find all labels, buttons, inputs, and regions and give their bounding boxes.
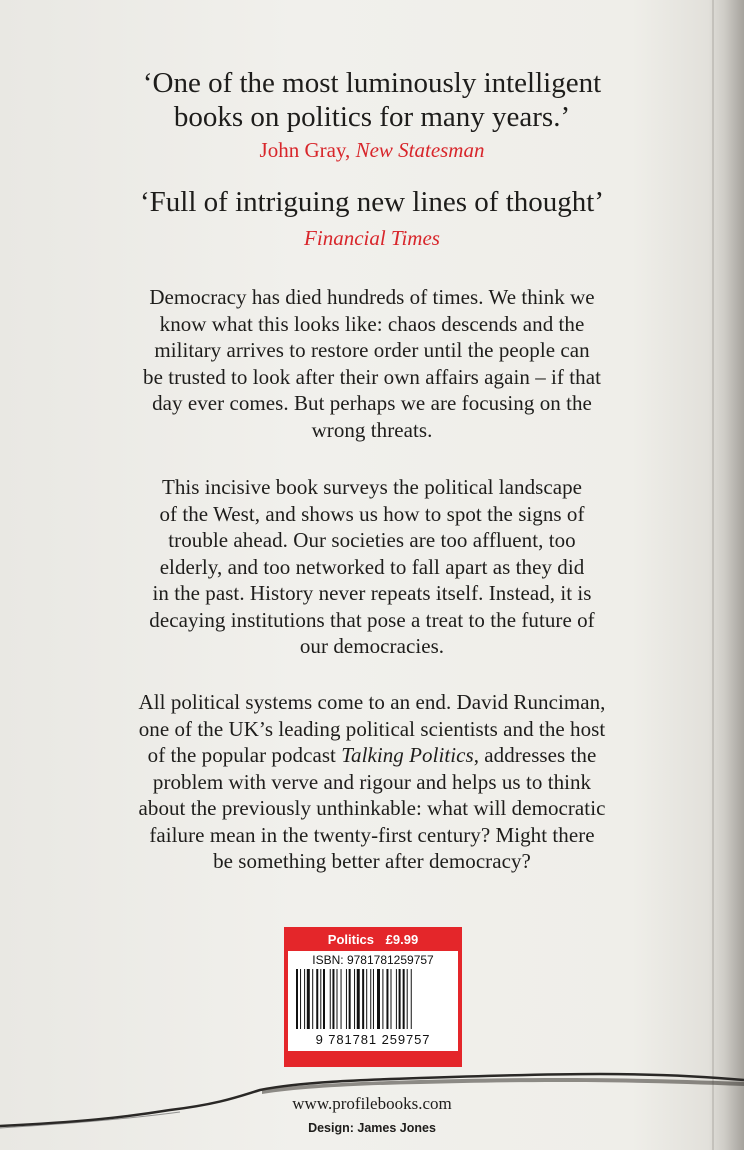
p3-line-1: All political systems come to an end. David Runciman, xyxy=(138,690,606,714)
barcode-bar xyxy=(330,969,331,1029)
quote-2 xyxy=(0,185,744,219)
barcode-bar xyxy=(332,969,334,1029)
barcode-bar xyxy=(370,969,371,1029)
quote-1-attribution xyxy=(0,137,744,163)
barcode-bar xyxy=(403,969,405,1029)
barcode-bar xyxy=(366,969,367,1029)
p2-line-3: trouble ahead. Our societies are too affluent, too xyxy=(168,528,576,552)
quote-1 xyxy=(0,66,744,134)
p1-line-1: Democracy has died hundreds of times. We think we xyxy=(149,285,595,309)
barcode-bar xyxy=(346,969,347,1029)
quote-2-line-1: ‘Full of intriguing new lines of thought’ xyxy=(140,186,604,218)
barcode-bar xyxy=(300,969,301,1029)
quote-1-author: John Gray, xyxy=(259,138,351,162)
p3-line-3 xyxy=(0,742,744,769)
price-label: £9.99 xyxy=(385,932,419,947)
p1-line-5: day ever comes. But perhaps we are focusing on the xyxy=(152,391,592,415)
p1-line-3: military arrives to restore order until the people can xyxy=(154,338,590,362)
quote-1-line-2: books on politics for many years.’ xyxy=(173,101,571,133)
barcode-bar xyxy=(349,969,351,1029)
barcode-bar xyxy=(399,969,401,1029)
p3-line-3-end: , addresses the xyxy=(473,743,597,767)
quote-2-attribution xyxy=(0,225,744,251)
barcode-bar xyxy=(312,969,313,1029)
design-credit: Design: James Jones xyxy=(308,1121,436,1135)
barcode-bar xyxy=(316,969,318,1029)
p2-line-2: of the West, and shows us how to spot the signs of xyxy=(159,501,585,526)
barcode-bar xyxy=(382,969,383,1029)
p1-line-6: wrong threats. xyxy=(311,417,433,442)
barcode-label xyxy=(284,927,462,1067)
barcode-bar xyxy=(377,969,380,1029)
p1-line-4: be trusted to look after their own affairs again – if that xyxy=(143,364,601,389)
barcode-panel xyxy=(288,951,458,1051)
p1-line-2: know what this looks like: chaos descends and the xyxy=(159,311,585,336)
barcode-bar xyxy=(386,969,388,1029)
barcode-bar xyxy=(323,969,325,1029)
barcode-bar xyxy=(411,969,412,1029)
p3-line-5: about the previously unthinkable: what will democratic xyxy=(138,796,606,820)
p3-line-4: problem with verve and rigour and helps us to think xyxy=(152,769,592,794)
isbn-label: ISBN: 9781781259757 xyxy=(312,953,434,967)
barcode-bar xyxy=(296,969,298,1029)
p2-line-5: in the past. History never repeats itself. Instead, it is xyxy=(152,581,592,605)
p3-line-2: one of the UK’s leading political scientists and the host xyxy=(138,716,606,741)
p2-line-4: elderly, and too networked to fall apart as they did xyxy=(159,554,585,579)
barcode-digits: 9 781781 259757 xyxy=(315,1032,431,1047)
blurb-paragraph-2 xyxy=(0,474,744,660)
blurb-paragraph-3 xyxy=(0,689,744,875)
barcode-bar xyxy=(396,969,397,1029)
podcast-title: Talking Politics xyxy=(341,743,474,767)
quote-2-source: Financial Times xyxy=(304,226,440,250)
barcode-bars xyxy=(296,969,450,1033)
barcode-bar xyxy=(307,969,310,1029)
p3-line-3-start: of the popular podcast xyxy=(147,743,342,767)
quote-1-source: New Statesman xyxy=(355,138,485,162)
barcode-bar xyxy=(362,969,364,1029)
barcode-bar xyxy=(304,969,305,1029)
price-banner xyxy=(284,930,462,950)
p2-line-7: our democracies. xyxy=(299,634,445,658)
blurb-paragraph-1 xyxy=(0,284,744,443)
barcode-bar xyxy=(391,969,392,1029)
p3-line-6: failure mean in the twenty-first century? Might there xyxy=(149,822,595,847)
p3-line-7: be something better after democracy? xyxy=(213,849,531,873)
barcode-bar xyxy=(357,969,360,1029)
p2-line-1: This incisive book surveys the political landscape xyxy=(161,475,583,499)
publisher-url: www.profilebooks.com xyxy=(292,1094,452,1113)
p2-line-6: decaying institutions that pose a treat to the future of xyxy=(149,607,595,632)
quote-1-line-1: ‘One of the most luminously intelligent xyxy=(142,67,602,99)
barcode-bar xyxy=(320,969,321,1029)
barcode-bar xyxy=(407,969,408,1029)
barcode-bar xyxy=(337,969,338,1029)
barcode-bar xyxy=(373,969,374,1029)
category-label: Politics xyxy=(327,932,375,947)
barcode-bar xyxy=(341,969,342,1029)
barcode-bar xyxy=(354,969,355,1029)
